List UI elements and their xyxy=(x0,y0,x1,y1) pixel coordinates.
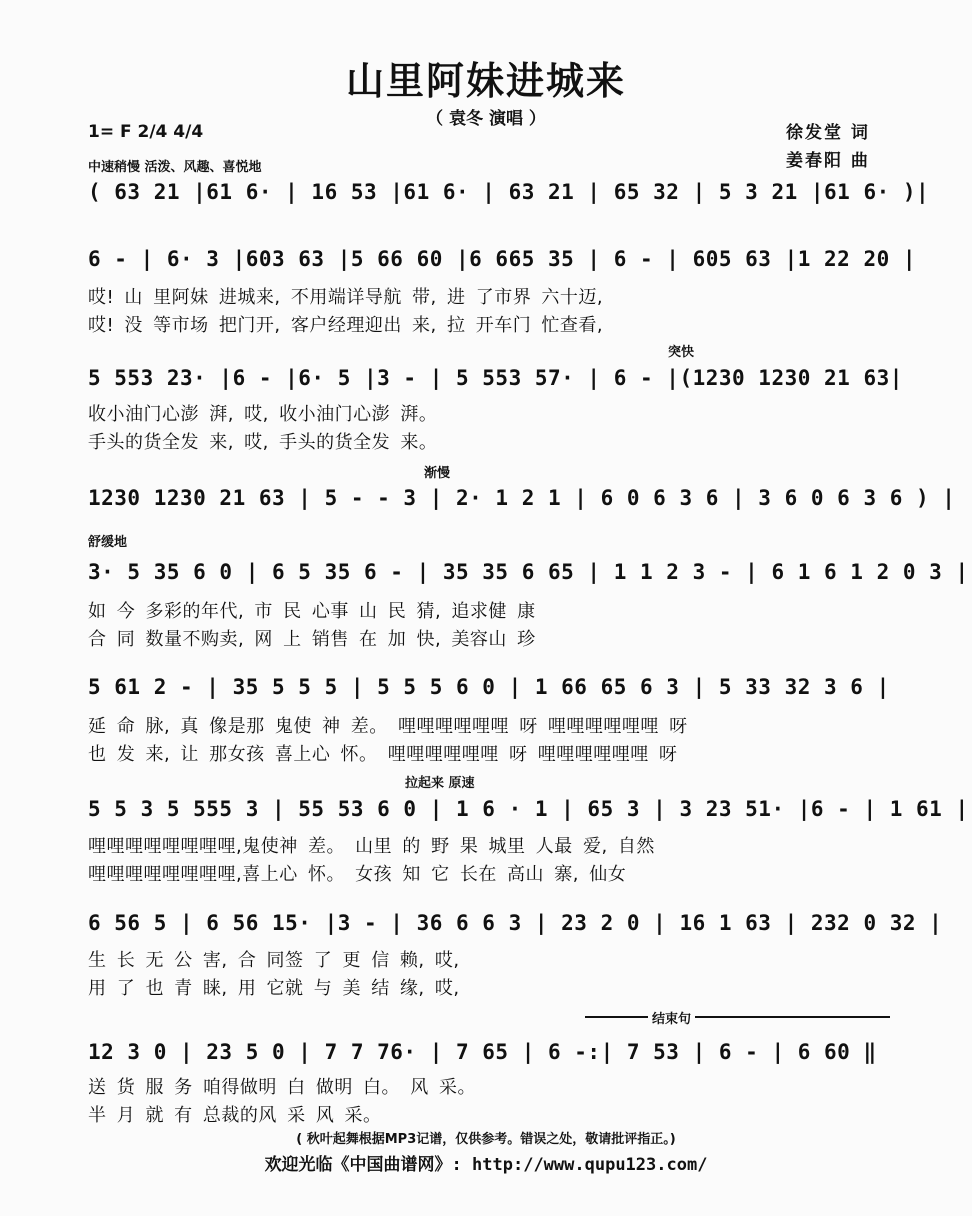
lyric-row-3-verse-2: 手头的货全发 来, 哎, 手头的货全发 来。 xyxy=(88,432,438,453)
mark-laqilai: 拉起来 原速 xyxy=(405,776,475,791)
lyric-row-6-verse-2: 也 发 来, 让 那女孩 喜上心 怀。 哩哩哩哩哩哩 呀 哩哩哩哩哩哩 呀 xyxy=(88,744,678,765)
notation-row-6: 5 61 2 - | 35 5 5 5 | 5 5 5 6 0 | 1 66 65 6 3 | 5 33 32 3 6 | xyxy=(88,675,890,699)
lyric-row-7-verse-1: 哩哩哩哩哩哩哩哩,鬼使神 差。 山里 的 野 果 城里 人最 爱, 自然 xyxy=(88,836,655,857)
lyric-row-2-verse-2: 哎! 没 等市场 把门开, 客户经理迎出 来, 拉 开车门 忙查看, xyxy=(88,315,604,336)
mark-jianman: 渐慢 xyxy=(424,466,451,481)
notation-row-2: 6 - | 6· 3 |603 63 |5 66 60 |6 665 35 | 6 - | 605 63 |1 22 20 | xyxy=(88,247,917,271)
notation-row-7: 5 5 3 5 555 3 | 55 53 6 0 | 1 6 · 1 | 65 3 | 3 23 51· |6 - | 1 61 | xyxy=(88,797,969,821)
tempo-marking: 中速稍慢 活泼、风趣、喜悦地 xyxy=(88,160,262,175)
footer-disclaimer: ( 秋叶起舞根据MP3记谱，仅供参考。错误之处，敬请批评指正。) xyxy=(296,1132,676,1147)
notation-row-9: 12 3 0 | 23 5 0 | 7 7 76· | 7 65 | 6 -:| 7 53 | 6 - | 6 60 ‖ xyxy=(88,1040,877,1064)
notation-row-4: 1230 1230 21 63 | 5 - - 3 | 2· 1 2 1 | 6 0 6 3 6 | 3 6 0 6 3 6 ) | xyxy=(88,486,956,510)
lyric-row-6-verse-1: 延 命 脉, 真 像是那 鬼使 神 差。 哩哩哩哩哩哩 呀 哩哩哩哩哩哩 呀 xyxy=(88,716,688,737)
notation-row-1: ( 63 21 |61 6· | 16 53 |61 6· | 63 21 | 65 32 | 5 3 21 |61 6· )| xyxy=(88,180,930,204)
mark-jieshuju: 结束句 xyxy=(648,1008,695,1027)
footer-site-link[interactable]: 欢迎光临《中国曲谱网》: http://www.qupu123.com/ xyxy=(264,1155,708,1175)
notation-row-5: 3· 5 35 6 0 | 6 5 35 6 - | 35 35 6 65 | 1 1 2 3 - | 6 1 6 1 2 0 3 | xyxy=(88,560,969,584)
lyric-row-5-verse-2: 合 同 数量不购卖, 网 上 销售 在 加 快, 美容山 珍 xyxy=(88,629,536,650)
lyric-row-9-verse-2: 半 月 就 有 总裁的风 采 风 采。 xyxy=(88,1105,382,1126)
notation-row-3: 5 553 23· |6 - |6· 5 |3 - | 5 553 57· | 6 - |(1230 1230 21 63| xyxy=(88,366,903,390)
lyric-row-3-verse-1: 收小油门心澎 湃, 哎, 收小油门心澎 湃。 xyxy=(88,404,438,425)
mark-shuhuan: 舒缓地 xyxy=(88,535,128,550)
song-title: 山里阿妹进城来 xyxy=(345,59,626,103)
lyricist-credit: 徐发堂 词 xyxy=(786,123,870,143)
singer-line: （ 袁冬 演唱 ） xyxy=(426,109,546,129)
lyric-row-8-verse-1: 生 长 无 公 害, 合 同签 了 更 信 赖, 哎, xyxy=(88,950,460,971)
lyric-row-7-verse-2: 哩哩哩哩哩哩哩哩,喜上心 怀。 女孩 知 它 长在 高山 寨, 仙女 xyxy=(88,864,627,885)
key-signature: 1= F 2/4 4/4 xyxy=(88,122,204,142)
mark-tuqkuai: 突快 xyxy=(668,345,695,360)
composer-credit: 姜春阳 曲 xyxy=(786,151,870,171)
lyric-row-9-verse-1: 送 货 服 务 咱得做明 白 做明 白。 风 采。 xyxy=(88,1077,476,1098)
lyric-row-2-verse-1: 哎! 山 里阿妹 进城来, 不用端详导航 带, 进 了市界 六十迈, xyxy=(88,287,604,308)
lyric-row-8-verse-2: 用 了 也 青 睐, 用 它就 与 美 结 缘, 哎, xyxy=(88,978,460,999)
ending-bracket-line xyxy=(585,1016,890,1018)
lyric-row-5-verse-1: 如 今 多彩的年代, 市 民 心事 山 民 猜, 追求健 康 xyxy=(88,601,536,622)
notation-row-8: 6 56 5 | 6 56 15· |3 - | 36 6 6 3 | 23 2 0 | 16 1 63 | 232 0 32 | xyxy=(88,911,943,935)
